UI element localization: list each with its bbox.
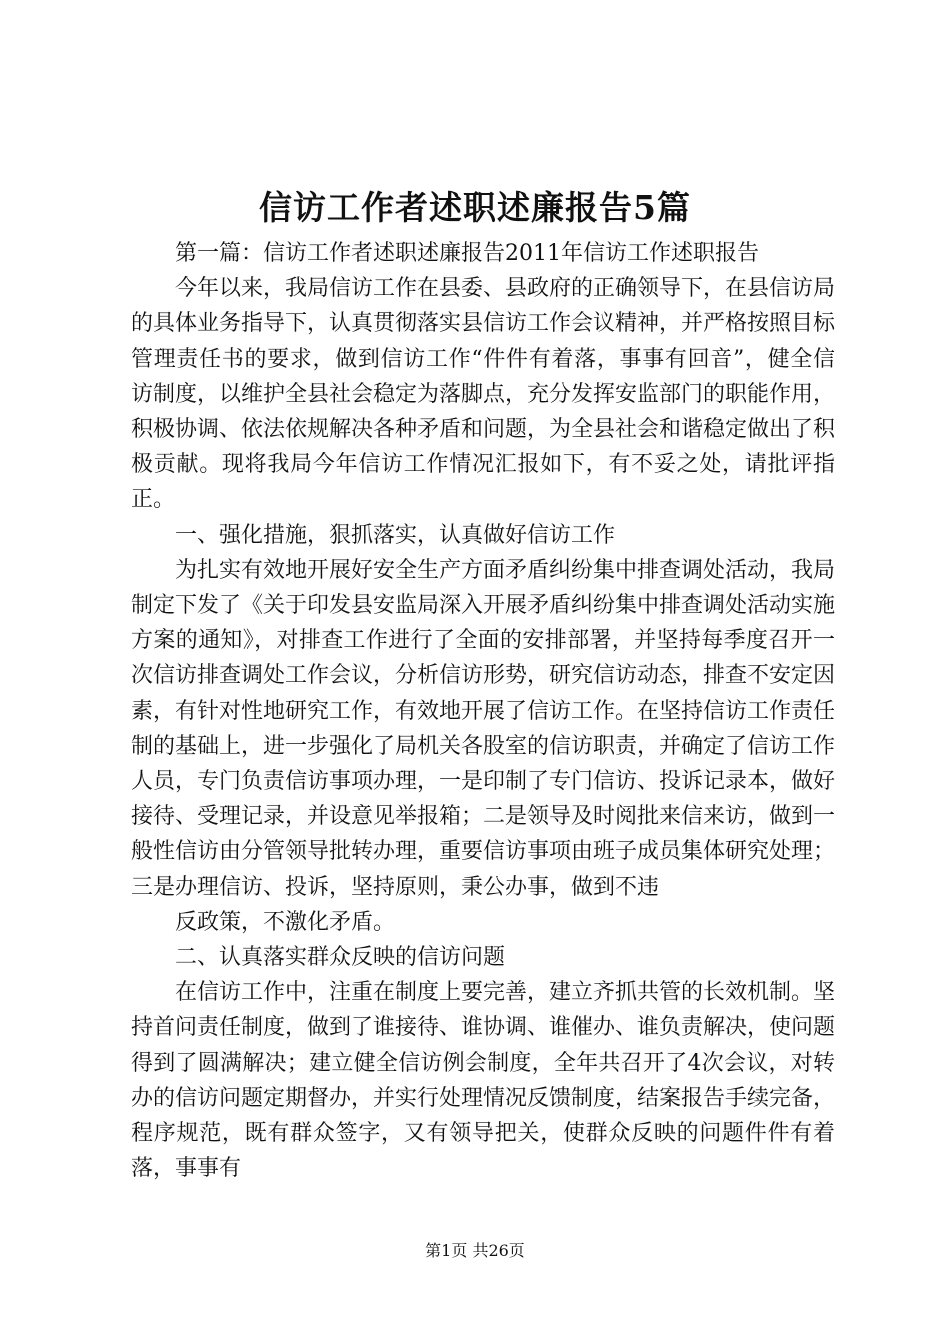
document-title: 信访工作者述职述廉报告5篇 — [259, 188, 691, 227]
paragraph-intro: 今年以来，我局信访工作在县委、县政府的正确领导下，在县信访局的具体业务指导下，认真贯彻落实县信访工作会议精神，并严格按照目标管理责任书的要求，做到信访工作“件件有着落，事事有回音”，健全信访制度，以维护全县社会稳定为落脚点，充分发挥安监部门的职能作用，积极协调、依法依规解决各种矛盾和问题，为全县社会和谐稳定做出了积极贡献。现将我局今年信访工作情况汇报如下，有不妥之处，请批评指正。 — [131, 276, 836, 513]
page-number-footer: 第1页 共26页 — [425, 1241, 525, 1260]
paragraph-section-2: 在信访工作中，注重在制度上要完善，建立齐抓共管的长效机制。坚持首问责任制度，做到了谁接待、谁协调、谁催办、谁负责解决，使问题得到了圆满解决；建立健全信访例会制度，全年共召开了4次会议，对转办的信访问题定期督办，并实行处理情况反馈制度，结案报告手续完备，程序规范，既有群众签字，又有领导把关，使群众反映的问题件件有着落，事事有 — [131, 980, 836, 1182]
paragraph-section-1: 为扎实有效地开展好安全生产方面矛盾纠纷集中排查调处活动，我局制定下发了《关于印发县安监局深入开展矛盾纠纷集中排查调处活动实施方案的通知》，对排查工作进行了全面的安排部署，并坚持每季度召开一次信访排查调处工作会议，分析信访形势，研究信访动态，排查不安定因素，有针对性地研究工作，有效地开展了信访工作。在坚持信访工作责任制的基础上，进一步强化了局机关各股室的信访职责，并确定了信访工作人员，专门负责信访事项办理，一是印制了专门信访、投诉记录本，做好接待、受理记录，并设意见举报箱；二是领导及时阅批来信来访，做到一般性信访由分管领导批转办理，重要信访事项由班子成员集体研究处理；三是办理信访、投诉，坚持原则，秉公办事，做到不违 — [131, 557, 836, 900]
document-body — [131, 236, 835, 1186]
section-heading-1: 一、强化措施，狠抓落实，认真做好信访工作 — [175, 522, 616, 548]
section-heading-2: 二、认真落实群众反映的信访问题 — [175, 945, 506, 971]
paragraph-section-1-continued: 反政策，不激化矛盾。 — [175, 909, 396, 935]
paragraph-part-heading: 第一篇：信访工作者述职述廉报告2011年信访工作述职报告 — [175, 241, 759, 266]
